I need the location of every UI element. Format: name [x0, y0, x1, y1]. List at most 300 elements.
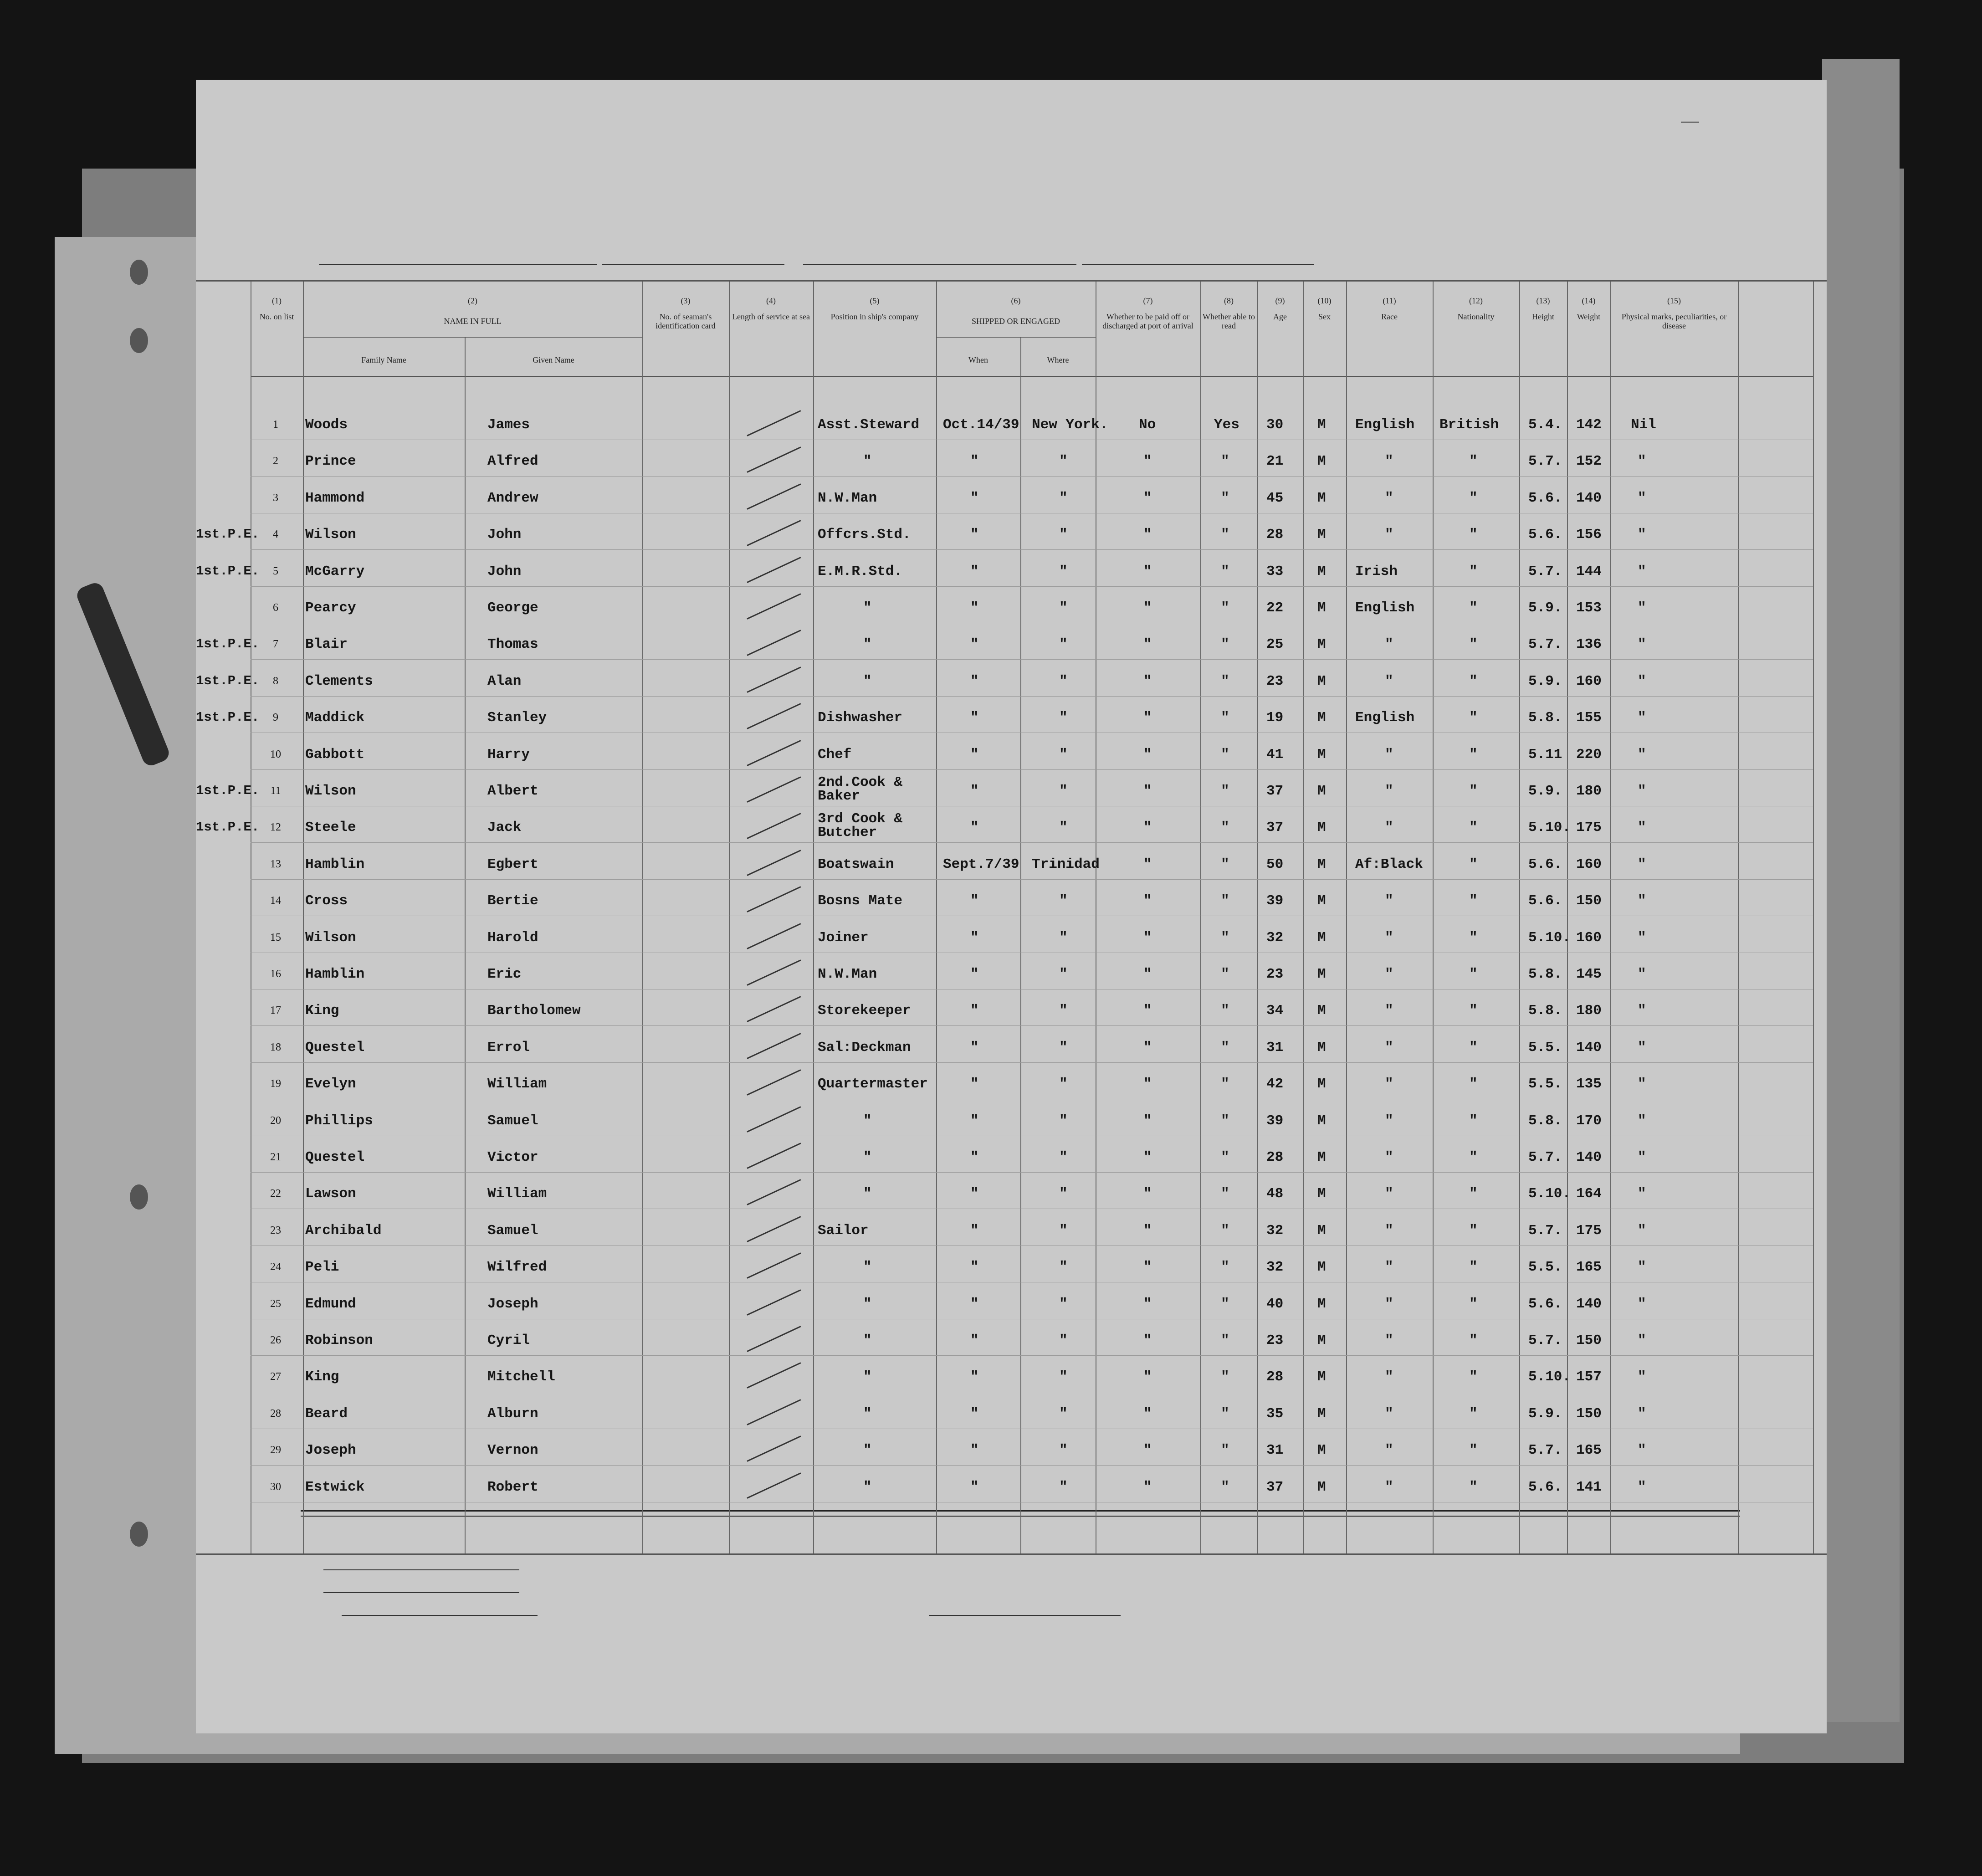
row-prefix: 1st.P.E. — [196, 783, 260, 798]
cell-when: " — [970, 1333, 979, 1348]
cell-height: 5.9. — [1528, 783, 1562, 799]
cell-where: " — [1059, 673, 1068, 689]
service-check-mark — [747, 1326, 801, 1352]
cell-given: Eric — [487, 966, 522, 982]
cell-nat: " — [1469, 636, 1478, 653]
cell-race: " — [1385, 1039, 1393, 1056]
cell-sex: M — [1317, 893, 1326, 909]
cell-given: James — [487, 417, 530, 433]
column-rule — [1200, 282, 1201, 1553]
cell-age: 32 — [1266, 1259, 1284, 1276]
subcolumn-label: Where — [1047, 355, 1069, 364]
cell-where: " — [1059, 1405, 1068, 1422]
cell-where: " — [1059, 636, 1068, 653]
cell-read: " — [1221, 929, 1229, 946]
cell-marks: " — [1638, 893, 1646, 909]
cell-nat: " — [1469, 966, 1478, 982]
cell-age: 42 — [1266, 1076, 1284, 1092]
cell-age: 39 — [1266, 893, 1284, 909]
cell-read: " — [1221, 1479, 1229, 1495]
cell-position: " — [863, 1186, 872, 1202]
cell-weight: 140 — [1576, 1039, 1602, 1056]
cell-read: " — [1221, 1076, 1229, 1092]
cell-sex: M — [1317, 1259, 1326, 1276]
cell-when: Oct.14/39 — [943, 417, 1019, 433]
cell-paid: " — [1143, 783, 1152, 799]
cell-family: Joseph — [305, 1442, 356, 1459]
cell-read: " — [1221, 1186, 1229, 1202]
cell-marks: " — [1638, 1405, 1646, 1422]
cell-nat: " — [1469, 1112, 1478, 1129]
cell-weight: 150 — [1576, 1405, 1602, 1422]
column-rule — [1738, 282, 1739, 1553]
cell-race: " — [1385, 490, 1393, 506]
cell-marks: " — [1638, 746, 1646, 763]
cell-marks: " — [1638, 1149, 1646, 1165]
cell-given: John — [487, 563, 522, 579]
cell-when: " — [970, 820, 979, 836]
cell-read: " — [1221, 1112, 1229, 1129]
cell-age: 31 — [1266, 1442, 1284, 1459]
cell-nat: " — [1469, 1076, 1478, 1092]
subcolumn-rule — [465, 337, 466, 1553]
cell-weight: 140 — [1576, 1296, 1602, 1312]
column-rule — [1610, 282, 1611, 1553]
row-rule — [251, 1465, 1813, 1466]
cell-height: 5.8. — [1528, 1003, 1562, 1019]
service-check-mark — [747, 1472, 801, 1499]
cell-race: " — [1385, 1296, 1393, 1312]
cell-family: Gabbott — [305, 746, 365, 763]
cell-given: Cyril — [487, 1333, 530, 1348]
cell-marks: " — [1638, 1003, 1646, 1019]
cell-age: 40 — [1266, 1296, 1284, 1312]
cell-when: " — [970, 1076, 979, 1092]
cell-given: Bartholomew — [487, 1003, 581, 1019]
row-number: 3 — [273, 492, 278, 504]
cell-nat: " — [1469, 710, 1478, 726]
cell-nat: " — [1469, 490, 1478, 506]
cell-when: " — [970, 453, 979, 470]
cell-where: " — [1059, 820, 1068, 836]
cell-age: 31 — [1266, 1039, 1284, 1056]
cell-height: 5.7. — [1528, 636, 1562, 653]
cell-paid: " — [1143, 893, 1152, 909]
cell-position: Bosns Mate — [818, 893, 903, 909]
row-prefix: 1st.P.E. — [196, 673, 260, 688]
column-label: Nationality — [1457, 312, 1495, 321]
cell-family: Archibald — [305, 1222, 382, 1239]
cell-nat: " — [1469, 1186, 1478, 1202]
cell-when: " — [970, 783, 979, 799]
cell-marks: " — [1638, 600, 1646, 616]
cell-given: Samuel — [487, 1112, 538, 1129]
owners-value — [323, 1592, 519, 1593]
cell-given: Vernon — [487, 1442, 538, 1459]
cell-read: " — [1221, 1296, 1229, 1312]
cell-race: " — [1385, 1003, 1393, 1019]
cell-position: " — [863, 1442, 872, 1459]
column-label: Age — [1273, 312, 1287, 321]
row-number: 19 — [270, 1078, 281, 1090]
cell-nat: " — [1469, 1039, 1478, 1056]
cell-position: N.W.Man — [818, 966, 877, 982]
column-number: (7) — [1143, 296, 1153, 305]
cell-where: " — [1059, 1149, 1068, 1165]
cell-read: " — [1221, 893, 1229, 909]
cell-where: " — [1059, 1186, 1068, 1202]
cell-where: " — [1059, 600, 1068, 616]
cell-marks: " — [1638, 820, 1646, 836]
cell-race: Af:Black — [1355, 856, 1423, 872]
cell-when: " — [970, 1003, 979, 1019]
cell-height: 5.10. — [1528, 1186, 1571, 1202]
cell-age: 34 — [1266, 1003, 1284, 1019]
service-check-mark — [747, 1143, 801, 1169]
cell-position: Quartermaster — [818, 1076, 928, 1092]
cell-family: Clements — [305, 673, 373, 689]
cell-family: King — [305, 1369, 339, 1385]
row-rule — [251, 659, 1813, 660]
cell-given: Harry — [487, 746, 530, 763]
cell-height: 5.8. — [1528, 710, 1562, 726]
cell-weight: 142 — [1576, 417, 1602, 433]
cell-paid: " — [1143, 746, 1152, 763]
service-check-mark — [747, 1033, 801, 1059]
cell-race: " — [1385, 893, 1393, 909]
cell-nat: " — [1469, 783, 1478, 799]
column-label: NAME IN FULL — [444, 317, 502, 326]
column-rule — [936, 282, 937, 1553]
cell-read: " — [1221, 1003, 1229, 1019]
cell-when: " — [970, 1442, 979, 1459]
cell-age: 23 — [1266, 966, 1284, 982]
cell-nat: " — [1469, 1479, 1478, 1495]
cell-given: Alfred — [487, 453, 538, 470]
cell-marks: " — [1638, 966, 1646, 982]
row-number: 13 — [270, 858, 281, 870]
service-check-mark — [747, 630, 801, 656]
row-number: 11 — [270, 785, 281, 797]
cell-when: " — [970, 1039, 979, 1056]
row-number: 20 — [270, 1114, 281, 1127]
cell-where: " — [1059, 527, 1068, 543]
row-number: 21 — [270, 1151, 281, 1163]
cell-where: " — [1059, 783, 1068, 799]
cell-given: Joseph — [487, 1296, 538, 1312]
row-rule — [251, 549, 1813, 550]
cell-sex: M — [1317, 1479, 1326, 1495]
cell-paid: " — [1143, 1259, 1152, 1276]
cell-sex: M — [1317, 563, 1326, 579]
service-check-mark — [747, 593, 801, 620]
table-top-rule — [196, 280, 1827, 282]
cell-weight: 140 — [1576, 490, 1602, 506]
column-rule — [813, 282, 814, 1553]
column-rule — [303, 282, 304, 1553]
row-number: 2 — [273, 455, 278, 467]
cell-family: Hammond — [305, 490, 365, 506]
cell-position: Sailor — [818, 1222, 869, 1239]
cell-position: " — [863, 1112, 872, 1129]
service-check-mark — [747, 483, 801, 510]
cell-given: Harold — [487, 929, 538, 946]
cell-age: 22 — [1266, 600, 1284, 616]
cell-family: Robinson — [305, 1333, 373, 1348]
cell-race: " — [1385, 1112, 1393, 1129]
punch-hole — [130, 1522, 148, 1547]
cell-sex: M — [1317, 453, 1326, 470]
cell-where: " — [1059, 1479, 1068, 1495]
cell-age: 23 — [1266, 673, 1284, 689]
cell-nat: " — [1469, 746, 1478, 763]
cell-height: 5.5. — [1528, 1076, 1562, 1092]
row-number: 7 — [273, 638, 278, 651]
cell-height: 5.7. — [1528, 1222, 1562, 1239]
row-number: 27 — [270, 1371, 281, 1383]
signature-rule — [929, 1615, 1121, 1616]
column-number: (12) — [1469, 296, 1483, 305]
cell-position: 3rd Cook & Butcher — [818, 811, 903, 841]
cell-height: 5.7. — [1528, 1333, 1562, 1348]
cell-age: 28 — [1266, 1149, 1284, 1165]
cell-weight: 156 — [1576, 527, 1602, 543]
cell-weight: 144 — [1576, 563, 1602, 579]
cell-marks: " — [1638, 636, 1646, 653]
cell-marks: " — [1638, 1442, 1646, 1459]
service-check-mark — [747, 1252, 801, 1279]
column-number: (1) — [272, 296, 282, 305]
sheet-number — [1681, 98, 1699, 122]
cell-read: " — [1221, 453, 1229, 470]
cell-nat: " — [1469, 820, 1478, 836]
cell-read: " — [1221, 636, 1229, 653]
cell-height: 5.6. — [1528, 1296, 1562, 1312]
row-number: 16 — [270, 968, 281, 980]
service-check-mark — [747, 740, 801, 766]
header-bottom-rule — [251, 376, 1813, 377]
cell-position: " — [863, 1296, 872, 1312]
row-number: 10 — [270, 748, 281, 760]
cell-race: English — [1355, 600, 1415, 616]
cell-position: Offcrs.Std. — [818, 527, 911, 543]
row-rule — [251, 1025, 1813, 1026]
cell-paid: " — [1143, 966, 1152, 982]
cell-family: Questel — [305, 1149, 365, 1165]
cell-sex: M — [1317, 673, 1326, 689]
departure-port — [1082, 264, 1314, 265]
cell-height: 5.6. — [1528, 893, 1562, 909]
cell-marks: " — [1638, 856, 1646, 872]
cell-weight: 150 — [1576, 1333, 1602, 1348]
manifest-sheet — [196, 80, 1827, 1733]
sheet-value — [1681, 98, 1699, 123]
cell-sex: M — [1317, 746, 1326, 763]
cell-when: " — [970, 893, 979, 909]
cell-age: 32 — [1266, 929, 1284, 946]
cell-family: Pearcy — [305, 600, 356, 616]
cell-read: " — [1221, 820, 1229, 836]
cell-marks: Nil — [1631, 417, 1656, 433]
cell-given: Egbert — [487, 856, 538, 872]
cell-position: Storekeeper — [818, 1003, 911, 1019]
cell-paid: " — [1143, 636, 1152, 653]
cell-height: 5.10. — [1528, 820, 1571, 836]
cell-read: " — [1221, 490, 1229, 506]
cell-height: 5.7. — [1528, 1149, 1562, 1165]
cell-nat: " — [1469, 1405, 1478, 1422]
cell-age: 21 — [1266, 453, 1284, 470]
cell-weight: 175 — [1576, 820, 1602, 836]
cell-race: " — [1385, 783, 1393, 799]
row-rule — [251, 769, 1813, 770]
cell-read: " — [1221, 746, 1229, 763]
cell-race: English — [1355, 417, 1415, 433]
cell-given: Stanley — [487, 710, 547, 726]
cell-age: 30 — [1266, 417, 1284, 433]
cell-given: Alburn — [487, 1405, 538, 1422]
row-rule — [251, 586, 1813, 587]
column-number: (10) — [1317, 296, 1332, 305]
cell-marks: " — [1638, 1222, 1646, 1239]
cell-when: " — [970, 1479, 979, 1495]
cell-weight: 141 — [1576, 1479, 1602, 1495]
cell-sex: M — [1317, 1039, 1326, 1056]
column-rule — [1257, 282, 1258, 1553]
row-rule — [251, 842, 1813, 843]
cell-marks: " — [1638, 1296, 1646, 1312]
cell-family: Wilson — [305, 783, 356, 799]
cell-sex: M — [1317, 636, 1326, 653]
cell-height: 5.5. — [1528, 1259, 1562, 1276]
service-check-mark — [747, 1179, 801, 1206]
cell-marks: " — [1638, 490, 1646, 506]
cell-family: Lawson — [305, 1186, 356, 1202]
cell-marks: " — [1638, 1039, 1646, 1056]
cell-when: " — [970, 710, 979, 726]
column-label: Physical marks, peculiarities, or disease — [1621, 312, 1727, 330]
cell-position: Sal:Deckman — [818, 1039, 911, 1056]
cell-race: " — [1385, 1186, 1393, 1202]
cell-height: 5.6. — [1528, 490, 1562, 506]
cell-paid: " — [1143, 1003, 1152, 1019]
cell-position: " — [863, 1149, 872, 1165]
row-rule — [251, 1172, 1813, 1173]
cell-read: " — [1221, 600, 1229, 616]
cell-family: Hamblin — [305, 966, 365, 982]
service-check-mark — [747, 776, 801, 803]
cell-position: Asst.Steward — [818, 417, 920, 433]
service-check-mark — [747, 703, 801, 729]
cell-marks: " — [1638, 673, 1646, 689]
column-number: (5) — [870, 296, 880, 305]
cell-race: " — [1385, 1405, 1393, 1422]
cell-paid: " — [1143, 1186, 1152, 1202]
row-number: 18 — [270, 1041, 281, 1053]
cell-age: 50 — [1266, 856, 1284, 872]
cell-paid: No — [1139, 417, 1156, 433]
cell-age: 28 — [1266, 1369, 1284, 1385]
cell-when: " — [970, 673, 979, 689]
row-number: 12 — [270, 821, 281, 834]
column-label: Whether to be paid off or discharged at port of arrival — [1102, 312, 1193, 330]
cell-family: Woods — [305, 417, 348, 433]
cell-age: 37 — [1266, 1479, 1284, 1495]
cell-where: " — [1059, 490, 1068, 506]
row-number: 1 — [273, 419, 278, 431]
cell-sex: M — [1317, 1186, 1326, 1202]
cell-race: " — [1385, 1259, 1393, 1276]
cell-position: " — [863, 673, 872, 689]
cell-when: " — [970, 527, 979, 543]
cell-race: " — [1385, 527, 1393, 543]
service-check-mark — [747, 1399, 801, 1425]
line-value — [323, 1569, 519, 1570]
row-number: 24 — [270, 1261, 281, 1273]
cell-paid: " — [1143, 1296, 1152, 1312]
cell-when: " — [970, 966, 979, 982]
cell-race: " — [1385, 929, 1393, 946]
cell-height: 5.9. — [1528, 1405, 1562, 1422]
cell-paid: " — [1143, 856, 1152, 872]
cell-sex: M — [1317, 527, 1326, 543]
row-number: 14 — [270, 895, 281, 907]
cell-marks: " — [1638, 1333, 1646, 1348]
cell-position: N.W.Man — [818, 490, 877, 506]
cell-nat: " — [1469, 1003, 1478, 1019]
service-check-mark — [747, 666, 801, 693]
cell-read: " — [1221, 1333, 1229, 1348]
cell-nat: " — [1469, 1296, 1478, 1312]
cell-given: Andrew — [487, 490, 538, 506]
cell-given: William — [487, 1076, 547, 1092]
arrival-port — [602, 264, 784, 265]
row-number: 26 — [270, 1334, 281, 1346]
cell-family: Evelyn — [305, 1076, 356, 1092]
cell-family: Blair — [305, 636, 348, 653]
column-label: SHIPPED OR ENGAGED — [971, 317, 1060, 326]
cell-when: " — [970, 490, 979, 506]
cell-weight: 152 — [1576, 453, 1602, 470]
cell-given: Errol — [487, 1039, 530, 1056]
cell-sex: M — [1317, 1222, 1326, 1239]
cell-marks: " — [1638, 453, 1646, 470]
service-check-mark — [747, 410, 801, 436]
cell-family: Wilson — [305, 527, 356, 543]
cell-family: Cross — [305, 893, 348, 909]
cell-family: Edmund — [305, 1296, 356, 1312]
cell-race: " — [1385, 1369, 1393, 1385]
cell-position: " — [863, 1369, 872, 1385]
cell-race: " — [1385, 453, 1393, 470]
column-label: Weight — [1577, 312, 1601, 321]
cell-weight: 164 — [1576, 1186, 1602, 1202]
cell-nat: " — [1469, 893, 1478, 909]
cell-position: " — [863, 453, 872, 470]
cell-weight: 165 — [1576, 1442, 1602, 1459]
cell-read: " — [1221, 1149, 1229, 1165]
cell-family: Phillips — [305, 1112, 373, 1129]
column-number: (11) — [1383, 296, 1396, 305]
cell-family: Peli — [305, 1259, 339, 1276]
row-number: 23 — [270, 1224, 281, 1236]
arrival-date — [803, 264, 1076, 265]
service-check-mark — [747, 1289, 801, 1316]
service-check-mark — [747, 923, 801, 949]
underlying-page-edge — [1822, 59, 1900, 1722]
cell-marks: " — [1638, 1186, 1646, 1202]
cell-nat: " — [1469, 563, 1478, 579]
